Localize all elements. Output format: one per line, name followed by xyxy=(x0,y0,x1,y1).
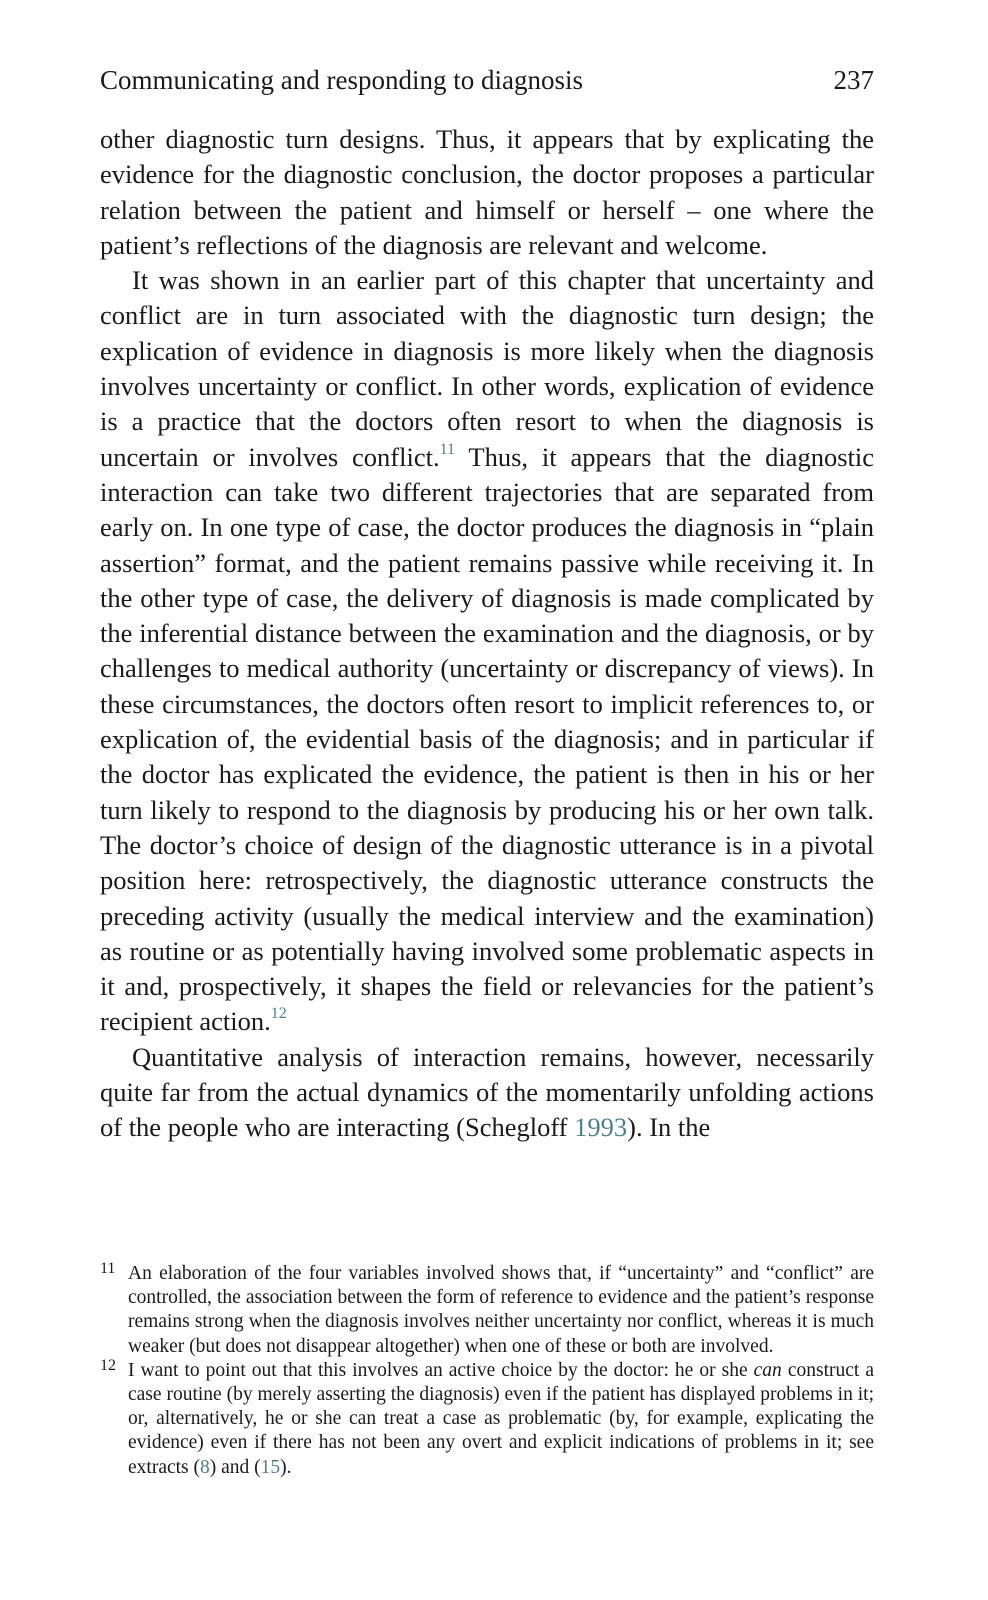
paragraph-3-text-b: ). In the xyxy=(627,1112,711,1143)
paragraph-3-text-a: Quantitative analysis of interaction remains, however, necessarily quite far from the actual dynamics of the momentarily unfolding actions of the people who are interacting (Schegloff xyxy=(100,1041,874,1143)
footnote-12-emphasis: can xyxy=(753,1359,782,1381)
footnote-11 xyxy=(100,1262,874,1359)
page-number: 237 xyxy=(833,65,874,95)
paragraph-2 xyxy=(100,263,874,1040)
footnote-11-text: An elaboration of the four variables involved shows that, if “uncertainty” and “conflict” are controlled, the association between the form of reference to evidence and the patient’s response remains strong when the diagnosis involves neither uncertainty nor conflict, whereas it is much weaker (but does not disappear altogether) when one of these or both are involved. xyxy=(128,1263,874,1357)
footnote-12-text-b: construct a case routine (by merely asserting the diagnosis) even if the patient has displayed problems in it; or, alternatively, he or she can treat a case as problematic (by, for example, explicating the evidence) even if there has not been any overt and explicit indications of problems in it; see extracts ( xyxy=(128,1359,874,1478)
main-text xyxy=(100,122,874,1146)
extract-link-15[interactable]: 15 xyxy=(260,1456,281,1478)
paragraph-1: other diagnostic turn designs. Thus, it appears that by explicating the evidence for the diagnostic conclusion, the doctor proposes a particular relation between the patient and himself or herself – one where the patient’s reflections of the diagnosis are relevant and welcome. xyxy=(100,124,874,260)
extract-link-8[interactable]: 8 xyxy=(200,1456,210,1478)
footnote-12-number: 12 xyxy=(100,1356,116,1374)
footnote-12-text-a: I want to point out that this involves an active choice by the doctor: he or she xyxy=(128,1359,754,1381)
footnotes xyxy=(100,1262,874,1480)
citation-link-1993[interactable]: 1993 xyxy=(574,1112,628,1143)
footnote-11-number: 11 xyxy=(100,1260,116,1277)
paragraph-2-text-a: It was shown in an earlier part of this chapter that uncertainty and conflict are in turn associated with the diagnostic turn design; the explication of evidence in diagnosis is more likely when the diagnosis involves uncertainty or conflict. In other words, explication of evidence is a practice that the doctors often resort to when the diagnosis is uncertain or involves conflict. xyxy=(100,265,874,472)
footnote-12 xyxy=(100,1356,874,1480)
footnote-ref-12[interactable]: 12 xyxy=(270,1005,287,1023)
running-title: Communicating and responding to diagnosis xyxy=(100,65,583,95)
footnote-12-text-c: ) and ( xyxy=(209,1456,261,1478)
paragraph-3 xyxy=(100,1040,874,1146)
footnote-ref-11[interactable]: 11 xyxy=(439,440,456,458)
paragraph-2-text-b: Thus, it appears that the diagnostic interaction can take two different trajectories that are separated from early on. In one type of case, the doctor produces the diagnosis in “plain assertion” format, and the patient remains passive while receiving it. In the other type of case, the delivery of diagnosis is made complicated by the inferential distance between the examination and the diagnosis, or by challenges to medical authority (uncertainty or discrepancy of views). In these circumstances, the doctors often resort to implicit references to, or explication of, the evidential basis of the diagnosis; and in particular if the doctor has explicated the evidence, the patient is then in his or her turn likely to respond to the diagnosis by producing his or her own talk. The doctor’s choice of design of the diagnostic utterance is in a pivotal position here: retrospectively, the diagnostic utterance constructs the preceding activity (usually the medical interview and the examination) as routine or as potentially having involved some problematic aspects in it and, prospectively, it shapes the field or relevancies for the patient’s recipient action. xyxy=(100,441,874,1037)
footnote-12-text-d: ). xyxy=(280,1456,292,1478)
page-header xyxy=(100,62,874,98)
